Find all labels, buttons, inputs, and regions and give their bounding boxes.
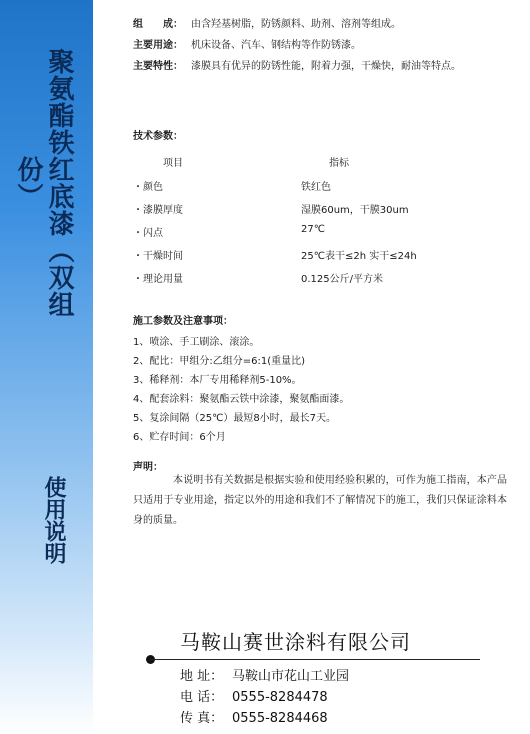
- intro-row-usage: [133, 35, 461, 56]
- col-header-item: 项目: [163, 158, 183, 169]
- param-value: 湿膜60um，干膜30um: [301, 205, 409, 216]
- param-label: ・干燥时间: [133, 251, 183, 262]
- intro-value: 机床设备、汽车、钢结构等作防锈漆。: [191, 40, 361, 51]
- divider-line: [150, 659, 480, 660]
- contact-key: 电 话：: [180, 690, 224, 705]
- contact-key: 地 址：: [180, 669, 224, 684]
- intro-key: 主要特性：: [133, 61, 183, 72]
- col-header-index: 指标: [329, 158, 349, 169]
- contact-phone: [180, 687, 349, 708]
- intro-row-composition: [133, 14, 461, 35]
- list-item: 2、配比：甲组分:乙组分=6:1(重量比): [133, 356, 306, 367]
- contact-fax: [180, 708, 349, 729]
- contact-block: [180, 666, 349, 729]
- list-item: 6、贮存时间：6个月: [133, 432, 226, 443]
- contact-address: [180, 666, 349, 687]
- list-item: 5、复涂间隔（25℃）最短8小时，最长7天。: [133, 413, 337, 424]
- list-item: 4、配套涂料：聚氨酯云铁中涂漆，聚氨酯面漆。: [133, 394, 350, 405]
- construction-heading: 施工参数及注意事项：: [133, 316, 233, 327]
- intro-key: 组 成：: [133, 19, 183, 30]
- declaration-text: 本说明书有关数据是根据实验和使用经验积累的，可作为施工指南，本产品只适用于专业用途，指定以外的用途和我们不了解情况下的施工，我们只保证涂料本身的质量。: [133, 475, 507, 526]
- contact-key: 传 真：: [180, 711, 224, 726]
- param-value: 0.125公斤/平方米: [301, 274, 383, 285]
- contact-value: 马鞍山市花山工业园: [232, 669, 350, 684]
- param-value: 铁红色: [301, 182, 331, 193]
- construction-list: [133, 333, 349, 447]
- param-value: 27℃: [301, 224, 325, 235]
- intro-value: 漆膜具有优异的防锈性能，附着力强，干燥快，耐油等特点。: [191, 61, 461, 72]
- intro-key: 主要用途：: [133, 40, 183, 51]
- intro-value: 由含羟基树脂，防锈颜料、助剂、溶剂等组成。: [191, 19, 401, 30]
- param-label: ・闪点: [133, 228, 163, 239]
- product-title: 聚氨酯铁红底漆（双组份）: [13, 48, 74, 318]
- param-label: ・理论用量: [133, 274, 183, 285]
- tech-params-heading: 技术参数：: [133, 131, 183, 142]
- contact-value: 0555-8284468: [232, 711, 328, 726]
- intro-row-features: [133, 56, 461, 77]
- list-item: 3、稀释剂：本厂专用稀释剂5-10%。: [133, 375, 302, 386]
- intro-block: [133, 14, 461, 77]
- list-item: 1、喷涂、手工刷涂、滚涂。: [133, 337, 260, 348]
- sidebar-panel: [0, 0, 93, 734]
- contact-value: 0555-8284478: [232, 690, 328, 705]
- param-label: ・颜色: [133, 182, 163, 193]
- company-name: 马鞍山赛世涂料有限公司: [180, 630, 411, 654]
- param-value: 25℃表干≤2h 实干≤24h: [301, 251, 417, 262]
- instructions-label: 使用说明: [41, 476, 66, 564]
- declaration-heading: 声明：: [133, 462, 163, 473]
- param-label: ・漆膜厚度: [133, 205, 183, 216]
